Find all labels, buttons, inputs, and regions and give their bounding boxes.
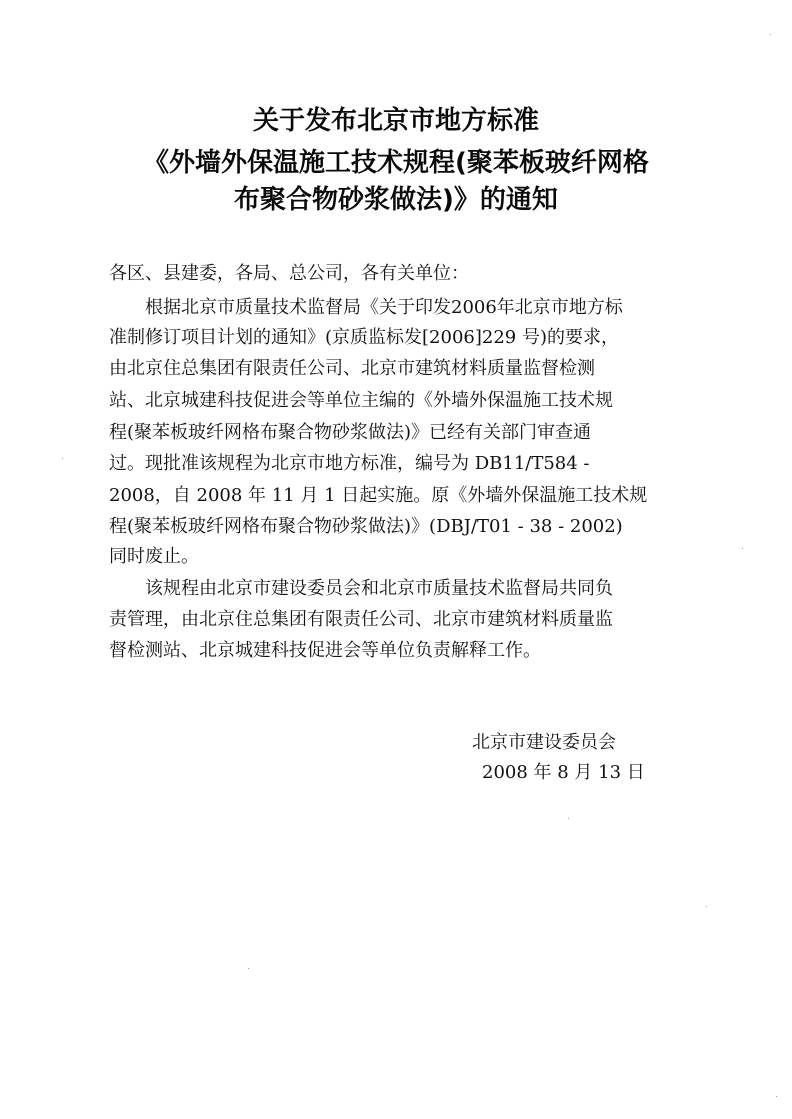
- title-line-2: 《外墙外保温施工技术规程(聚苯板玻纤网格: [143, 148, 649, 178]
- title-line-1: 关于发布北京市地方标准: [252, 106, 539, 136]
- paragraph-line: 该规程由北京市建设委员会和北京市质量技术监督局共同负: [145, 578, 613, 599]
- scan-speck: [742, 548, 743, 549]
- paragraph-line: 由北京住总集团有限责任公司、北京市建筑材料质量监督检测: [109, 358, 595, 379]
- scan-speck: [770, 34, 771, 35]
- salutation: 各区、县建委，各局、总公司，各有关单位：: [109, 263, 469, 284]
- title-line-3: 布聚合物砂浆做法)》的通知: [234, 185, 558, 215]
- paragraph-line: 过。现批准该规程为北京市地方标准，编号为 DB11/T584 -: [109, 453, 590, 474]
- scan-speck: [248, 968, 249, 969]
- scan-speck: [776, 1096, 777, 1097]
- signer: 北京市建设委员会: [472, 732, 616, 753]
- paragraph-line: 站、北京城建科技促进会等单位主编的《外墙外保温施工技术规: [109, 390, 613, 411]
- issue-date: 2008 年 8 月 13 日: [482, 762, 645, 783]
- scan-speck: [568, 818, 569, 819]
- paragraph-line: 督检测站、北京城建科技促进会等单位负责解释工作。: [109, 640, 541, 661]
- paragraph-line: 同时废止。: [109, 546, 199, 567]
- paragraph-line: 2008，自 2008 年 11 月 1 日起实施。原《外墙外保温施工技术规: [109, 485, 648, 506]
- paragraph-line: 程(聚苯板玻纤网格布聚合物砂浆做法)》(DBJ/T01 - 38 - 2002): [109, 516, 623, 537]
- paragraph-line: 程(聚苯板玻纤网格布聚合物砂浆做法)》已经有关部门审查通: [109, 422, 592, 443]
- paragraph-line: 根据北京市质量技术监督局《关于印发2006年北京市地方标: [145, 297, 623, 318]
- scan-speck: [62, 458, 63, 459]
- paragraph-line: 准制修订项目计划的通知》(京质监标发[2006]229 号)的要求，: [109, 327, 619, 348]
- paragraph-line: 责管理，由北京住总集团有限责任公司、北京市建筑材料质量监: [109, 609, 613, 630]
- scan-speck: [706, 906, 707, 907]
